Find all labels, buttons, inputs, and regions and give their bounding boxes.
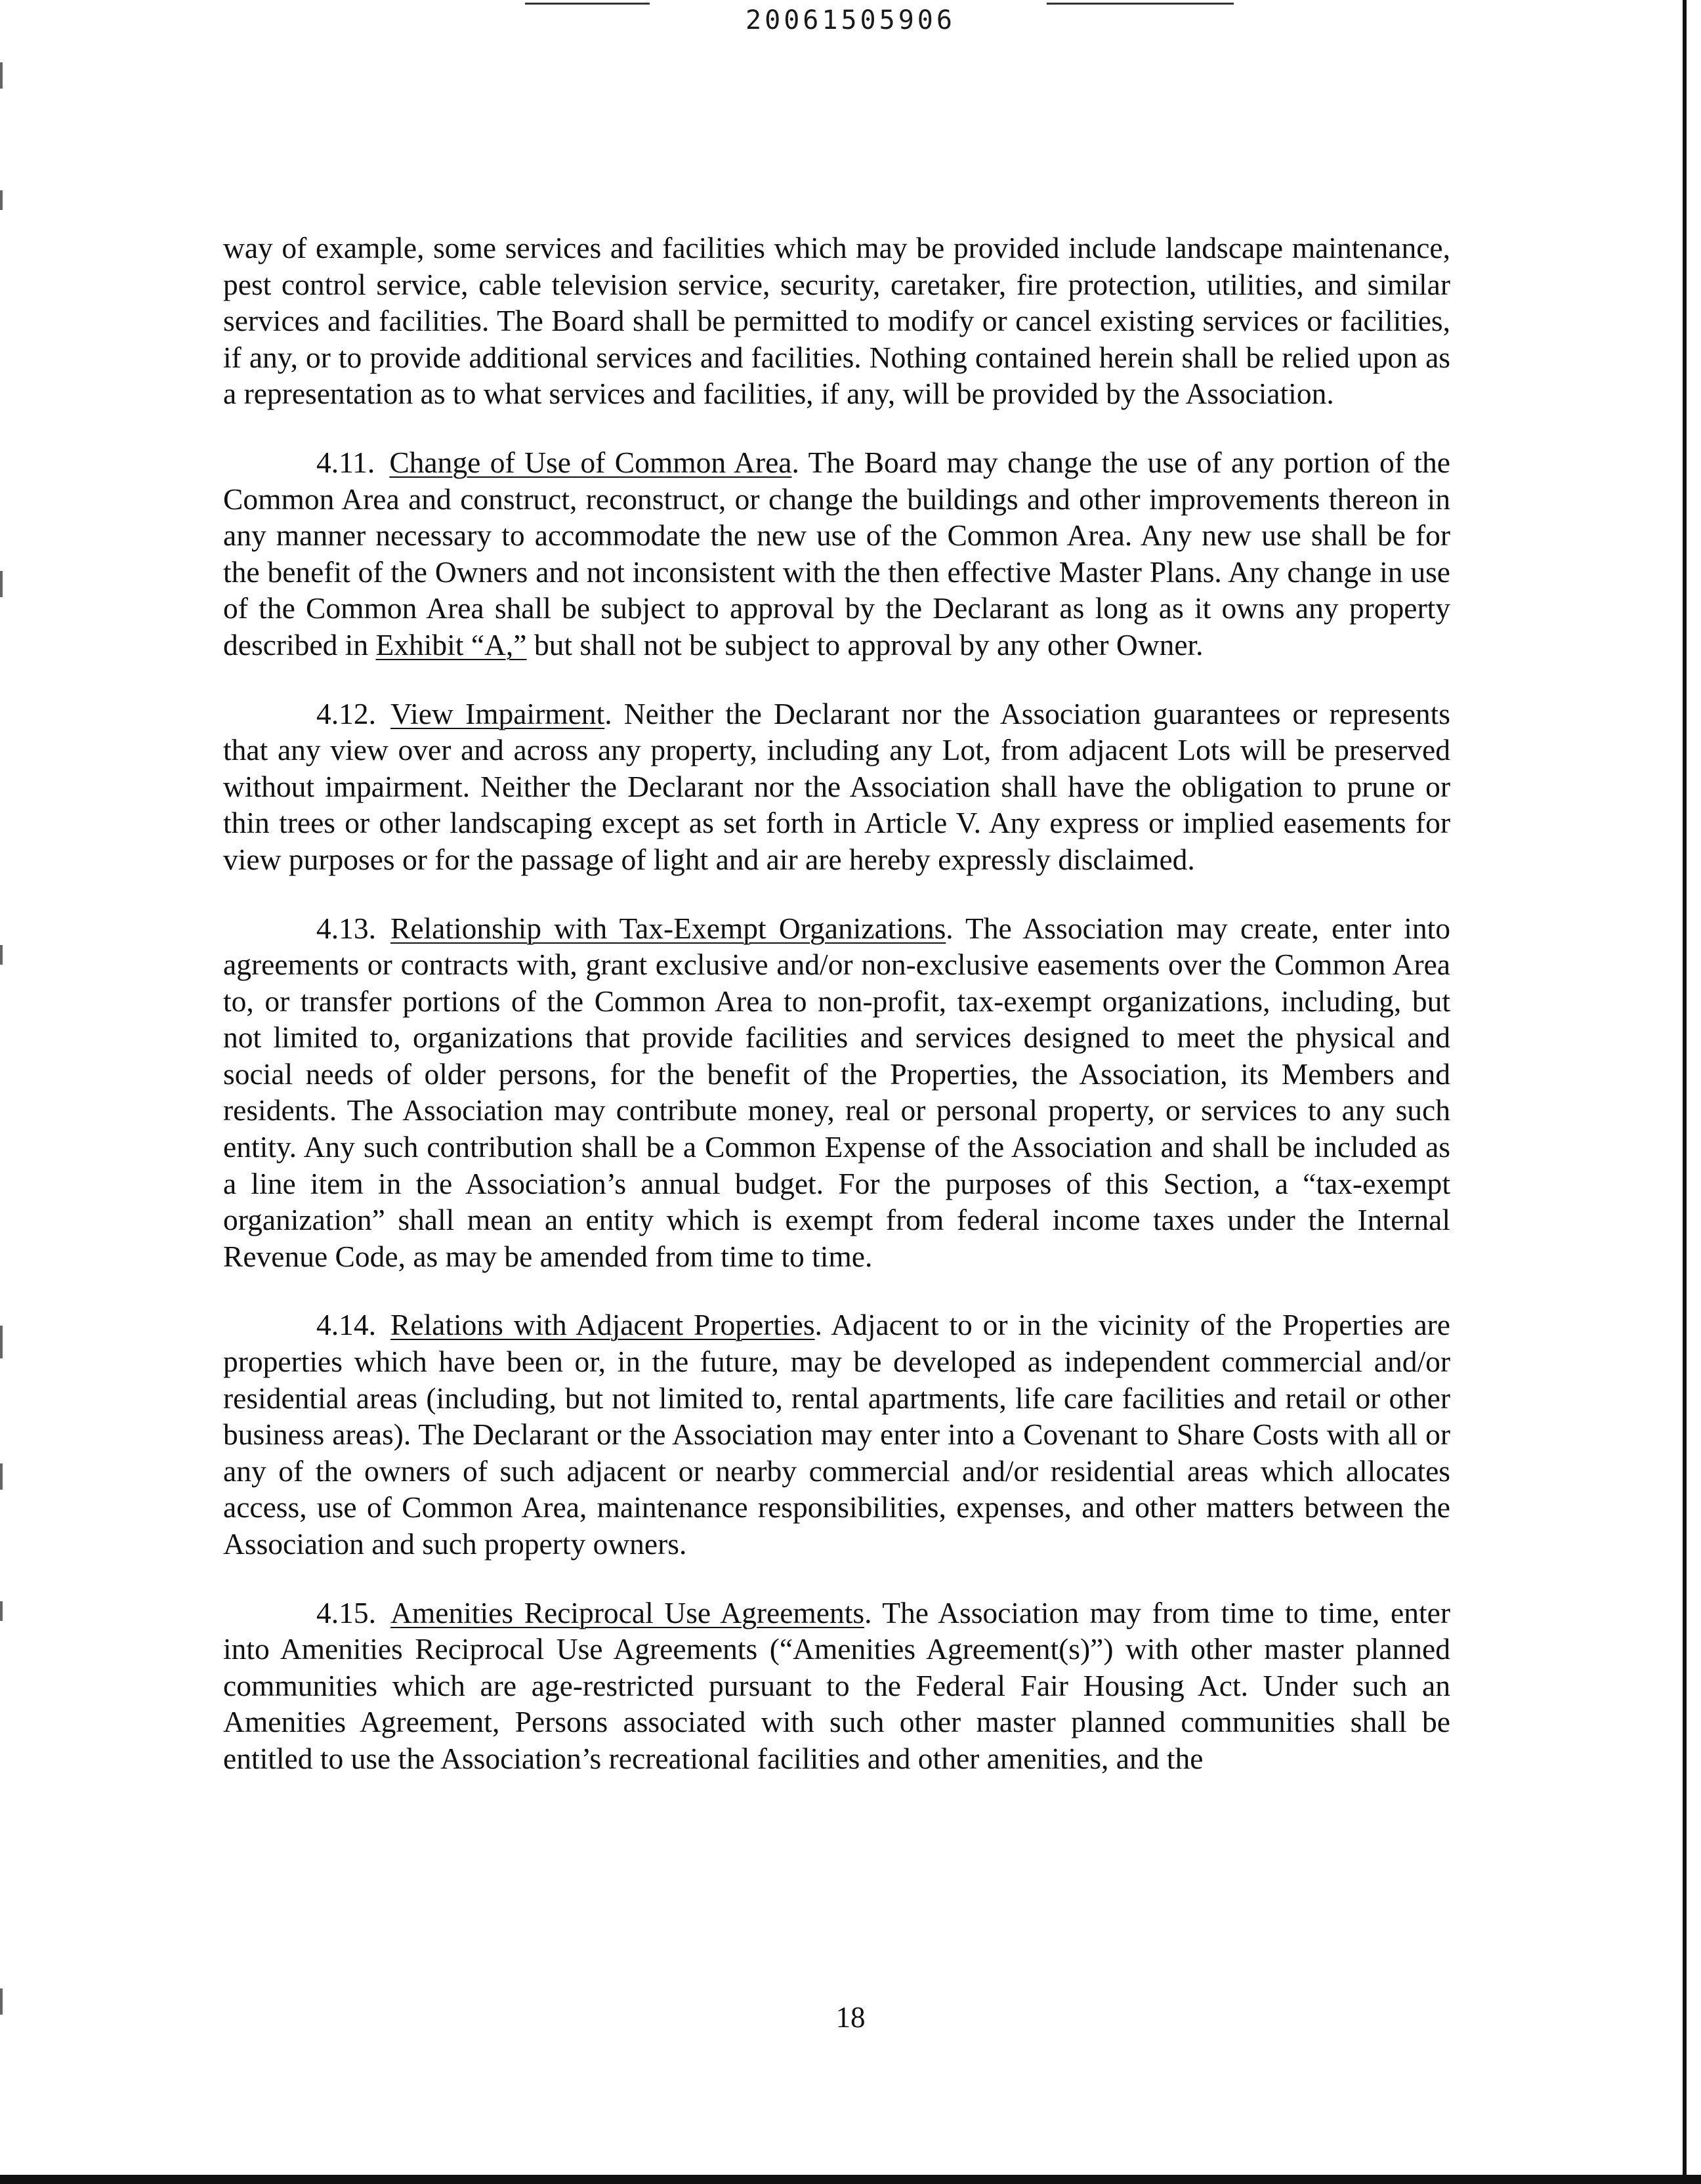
section-title: Change of Use of Common Area xyxy=(389,445,792,479)
scan-mark xyxy=(0,1326,3,1358)
section-text: . The Association may from time to time, enter into Amenities Reciprocal Use Agreements (“Amenities Agreement(s)”) with other master planned communities which are age-restricted pursuant to the Federal Fair Housing Act. Under such an Amenities Agreement, Persons associated with such other master planned communities shall be entitled to use the Association’s recreational facilities and other amenities, and the xyxy=(223,1595,1450,1775)
section-title: View Impairment xyxy=(390,696,605,730)
section-number: 4.15. xyxy=(316,1595,376,1629)
section-text: . Neither the Declarant nor the Association guarantees or represents that any view over and across any property, including any Lot, from adjacent Lots will be preserved without impairment. Neither the Declarant nor the Association shall have the obligation to prune or thin trees or other landscaping except as set forth in Article V. Any express or implied easements for view purposes or for the passage of light and air are hereby expressly disclaimed. xyxy=(223,696,1450,876)
section-4-14 xyxy=(223,1307,1450,1562)
section-title: Amenities Reciprocal Use Agreements xyxy=(390,1595,865,1629)
section-4-11 xyxy=(223,444,1450,663)
section-4-15 xyxy=(223,1595,1450,1777)
page-number: 18 xyxy=(835,2001,866,2034)
section-title: Relations with Adjacent Properties xyxy=(390,1308,815,1342)
section-text: . The Association may create, enter into agreements or contracts with, grant exclusive and/or non-exclusive easements over the Common Area to, or transfer portions of the Common Area to non-profit, tax-exempt organizations, including, but not limited to, organizations that provide facilities and services designed to meet the physical and social needs of older persons, for the benefit of the Properties, the Association, its Members and residents. The Association may contribute money, real or personal property, or services to any such entity. Any such contribution shall be a Common Expense of the Association and shall be included as a line item in the Association’s annual budget. For the purposes of this Section, a “tax-exempt organization” shall mean an entity which is exempt from federal income taxes under the Internal Revenue Code, as may be amended from time to time. xyxy=(223,911,1451,1273)
section-4-12 xyxy=(223,696,1450,878)
scan-mark xyxy=(0,945,3,965)
scan-edge-bottom xyxy=(0,2175,1701,2184)
paragraph-continued: way of example, some services and facilities which may be provided include landscape maintenance, pest control service, cable television service, security, caretaker, fire protection, utilities, and similar services and facilities. The Board shall be permitted to modify or cancel existing services or facilities, if any, or to provide additional services and facilities. Nothing contained herein shall be relied upon as a representation as to what services and facilities, if any, will be provided by the Association. xyxy=(223,231,1450,411)
section-number: 4.12. xyxy=(316,696,376,730)
section-number: 4.14. xyxy=(316,1308,376,1342)
document-body xyxy=(223,230,1450,1809)
scan-mark xyxy=(0,571,3,597)
exhibit-reference: Exhibit “A,” xyxy=(375,627,527,662)
scan-mark xyxy=(0,190,3,210)
document-number: 20061505906 xyxy=(746,5,956,35)
section-text: but shall not be subject to approval by any other Owner. xyxy=(526,627,1204,662)
section-number: 4.13. xyxy=(316,911,376,945)
header-rule-left xyxy=(525,3,650,5)
section-number: 4.11. xyxy=(316,445,375,479)
scan-mark xyxy=(0,1463,3,1490)
section-text: . Adjacent to or in the vicinity of the Properties are properties which have been or, in the future, may be developed as independent commercial and/or residential areas (including, but not limited to, rental apartments, life care facilities and retail or other business areas). The Declarant or the Association may enter into a Covenant to Share Costs with all or any of the owners of such adjacent or nearby commercial and/or residential areas which allocates access, use of Common Area, maintenance responsibilities, expenses, and other matters between the Association and such property owners. xyxy=(223,1308,1450,1561)
header-rule-right xyxy=(1047,3,1234,5)
scan-mark xyxy=(0,62,3,89)
scan-mark xyxy=(0,1601,3,1621)
section-4-13 xyxy=(223,910,1450,1275)
section-title: Relationship with Tax-Exempt Organizations xyxy=(390,911,946,945)
scan-edge-right xyxy=(1683,0,1687,2184)
section-text: . The Board may change the use of any portion of the Common Area and construct, reconstruct, or change the buildings and other improvements thereon in any manner necessary to accommodate the new use of the Common Area. Any new use shall be for the benefit of the Owners and not inconsistent with the then effective Master Plans. Any change in use of the Common Area shall be subject to approval by the Declarant as long as it owns any property described in xyxy=(223,445,1450,662)
